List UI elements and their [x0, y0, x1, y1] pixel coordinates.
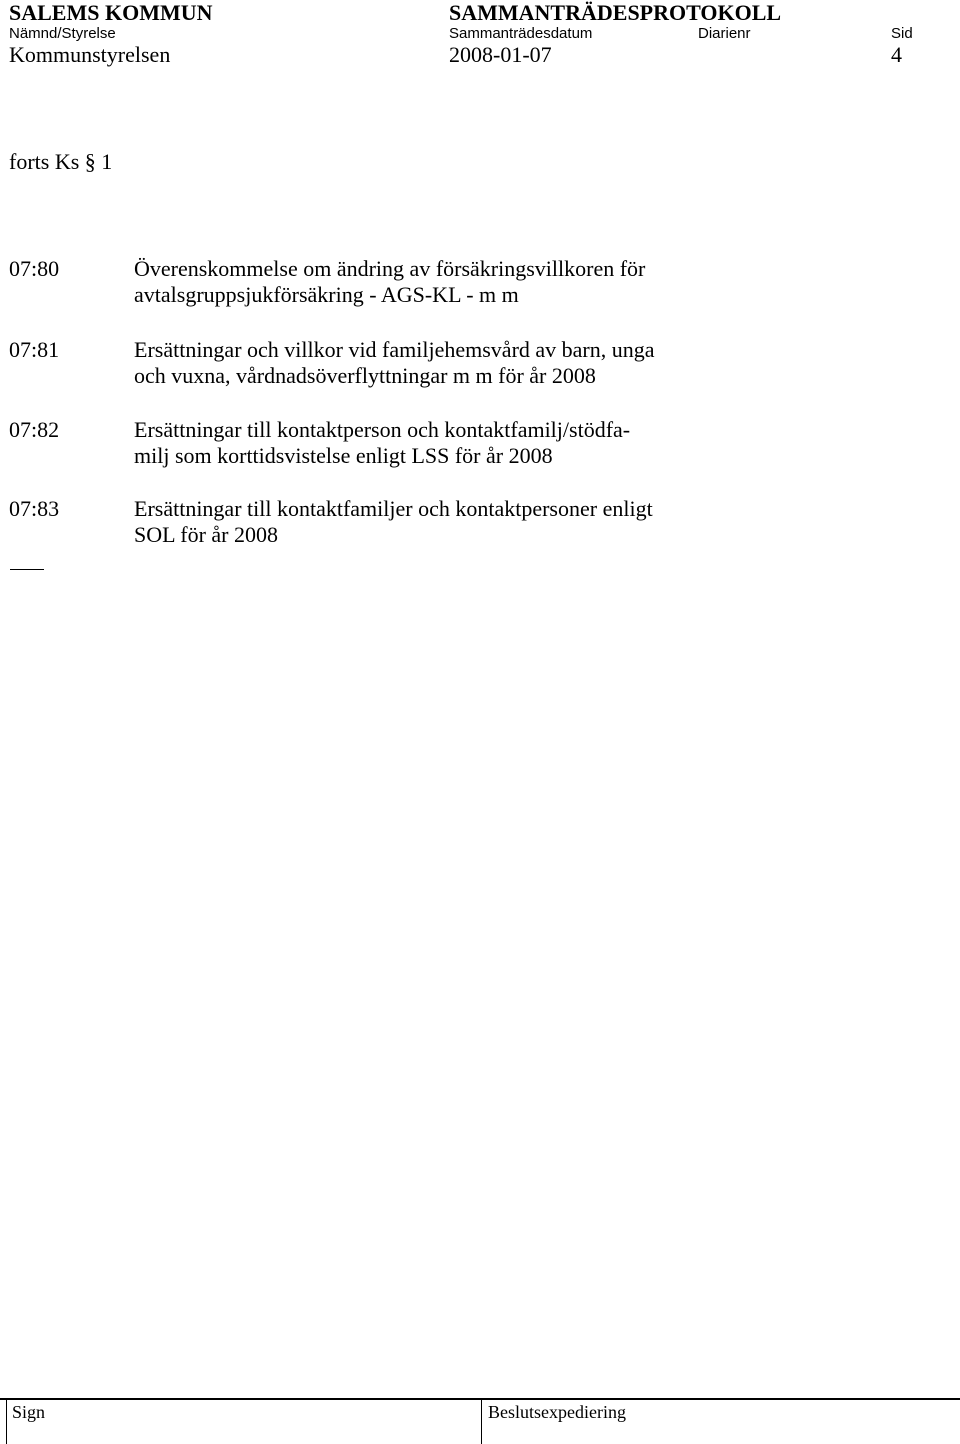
document-type: SAMMANTRÄDESPROTOKOLL	[449, 0, 782, 25]
agenda-item-line: milj som korttidsvistelse enligt LSS för år 2008	[134, 443, 553, 468]
agenda-item-text	[134, 337, 694, 389]
agenda-item-line: Ersättningar till kontaktfamiljer och kontaktpersoner enligt	[134, 496, 653, 521]
footer-divider	[481, 1398, 482, 1444]
section-end-rule	[10, 569, 44, 570]
registry-number-label: Diarienr	[698, 25, 751, 42]
organization-name: SALEMS KOMMUN	[9, 0, 213, 25]
section-reference: forts Ks § 1	[9, 149, 113, 174]
agenda-item-number: 07:81	[9, 337, 60, 362]
agenda-item-text	[134, 496, 694, 548]
footer-rule	[0, 1398, 960, 1400]
agenda-item-line: avtalsgruppsjukförsäkring - AGS-KL - m m	[134, 282, 519, 307]
agenda-item-number: 07:83	[9, 496, 60, 521]
expedition-label: Beslutsexpediering	[488, 1402, 626, 1422]
agenda-item-text	[134, 256, 694, 308]
agenda-item-text	[134, 417, 694, 469]
board-label: Nämnd/Styrelse	[9, 25, 116, 42]
agenda-item-line: och vuxna, vårdnadsöverflyttningar m m för år 2008	[134, 363, 596, 388]
agenda-item-line: Ersättningar och villkor vid familjehemsvård av barn, unga	[134, 337, 655, 362]
agenda-item-number: 07:80	[9, 256, 60, 281]
signature-label: Sign	[12, 1402, 46, 1422]
agenda-item-number: 07:82	[9, 417, 60, 442]
page-label: Sid	[891, 25, 913, 42]
meeting-date-value: 2008-01-07	[449, 42, 552, 67]
agenda-item-line: Överenskommelse om ändring av försäkringsvillkoren för	[134, 256, 646, 281]
agenda-item-line: Ersättningar till kontaktperson och kontaktfamilj/stödfa-	[134, 417, 631, 442]
page-number: 4	[891, 42, 902, 67]
meeting-date-label: Sammanträdesdatum	[449, 25, 593, 42]
footer-left-border	[6, 1398, 7, 1444]
board-value: Kommunstyrelsen	[9, 42, 171, 67]
agenda-item-line: SOL för år 2008	[134, 522, 278, 547]
